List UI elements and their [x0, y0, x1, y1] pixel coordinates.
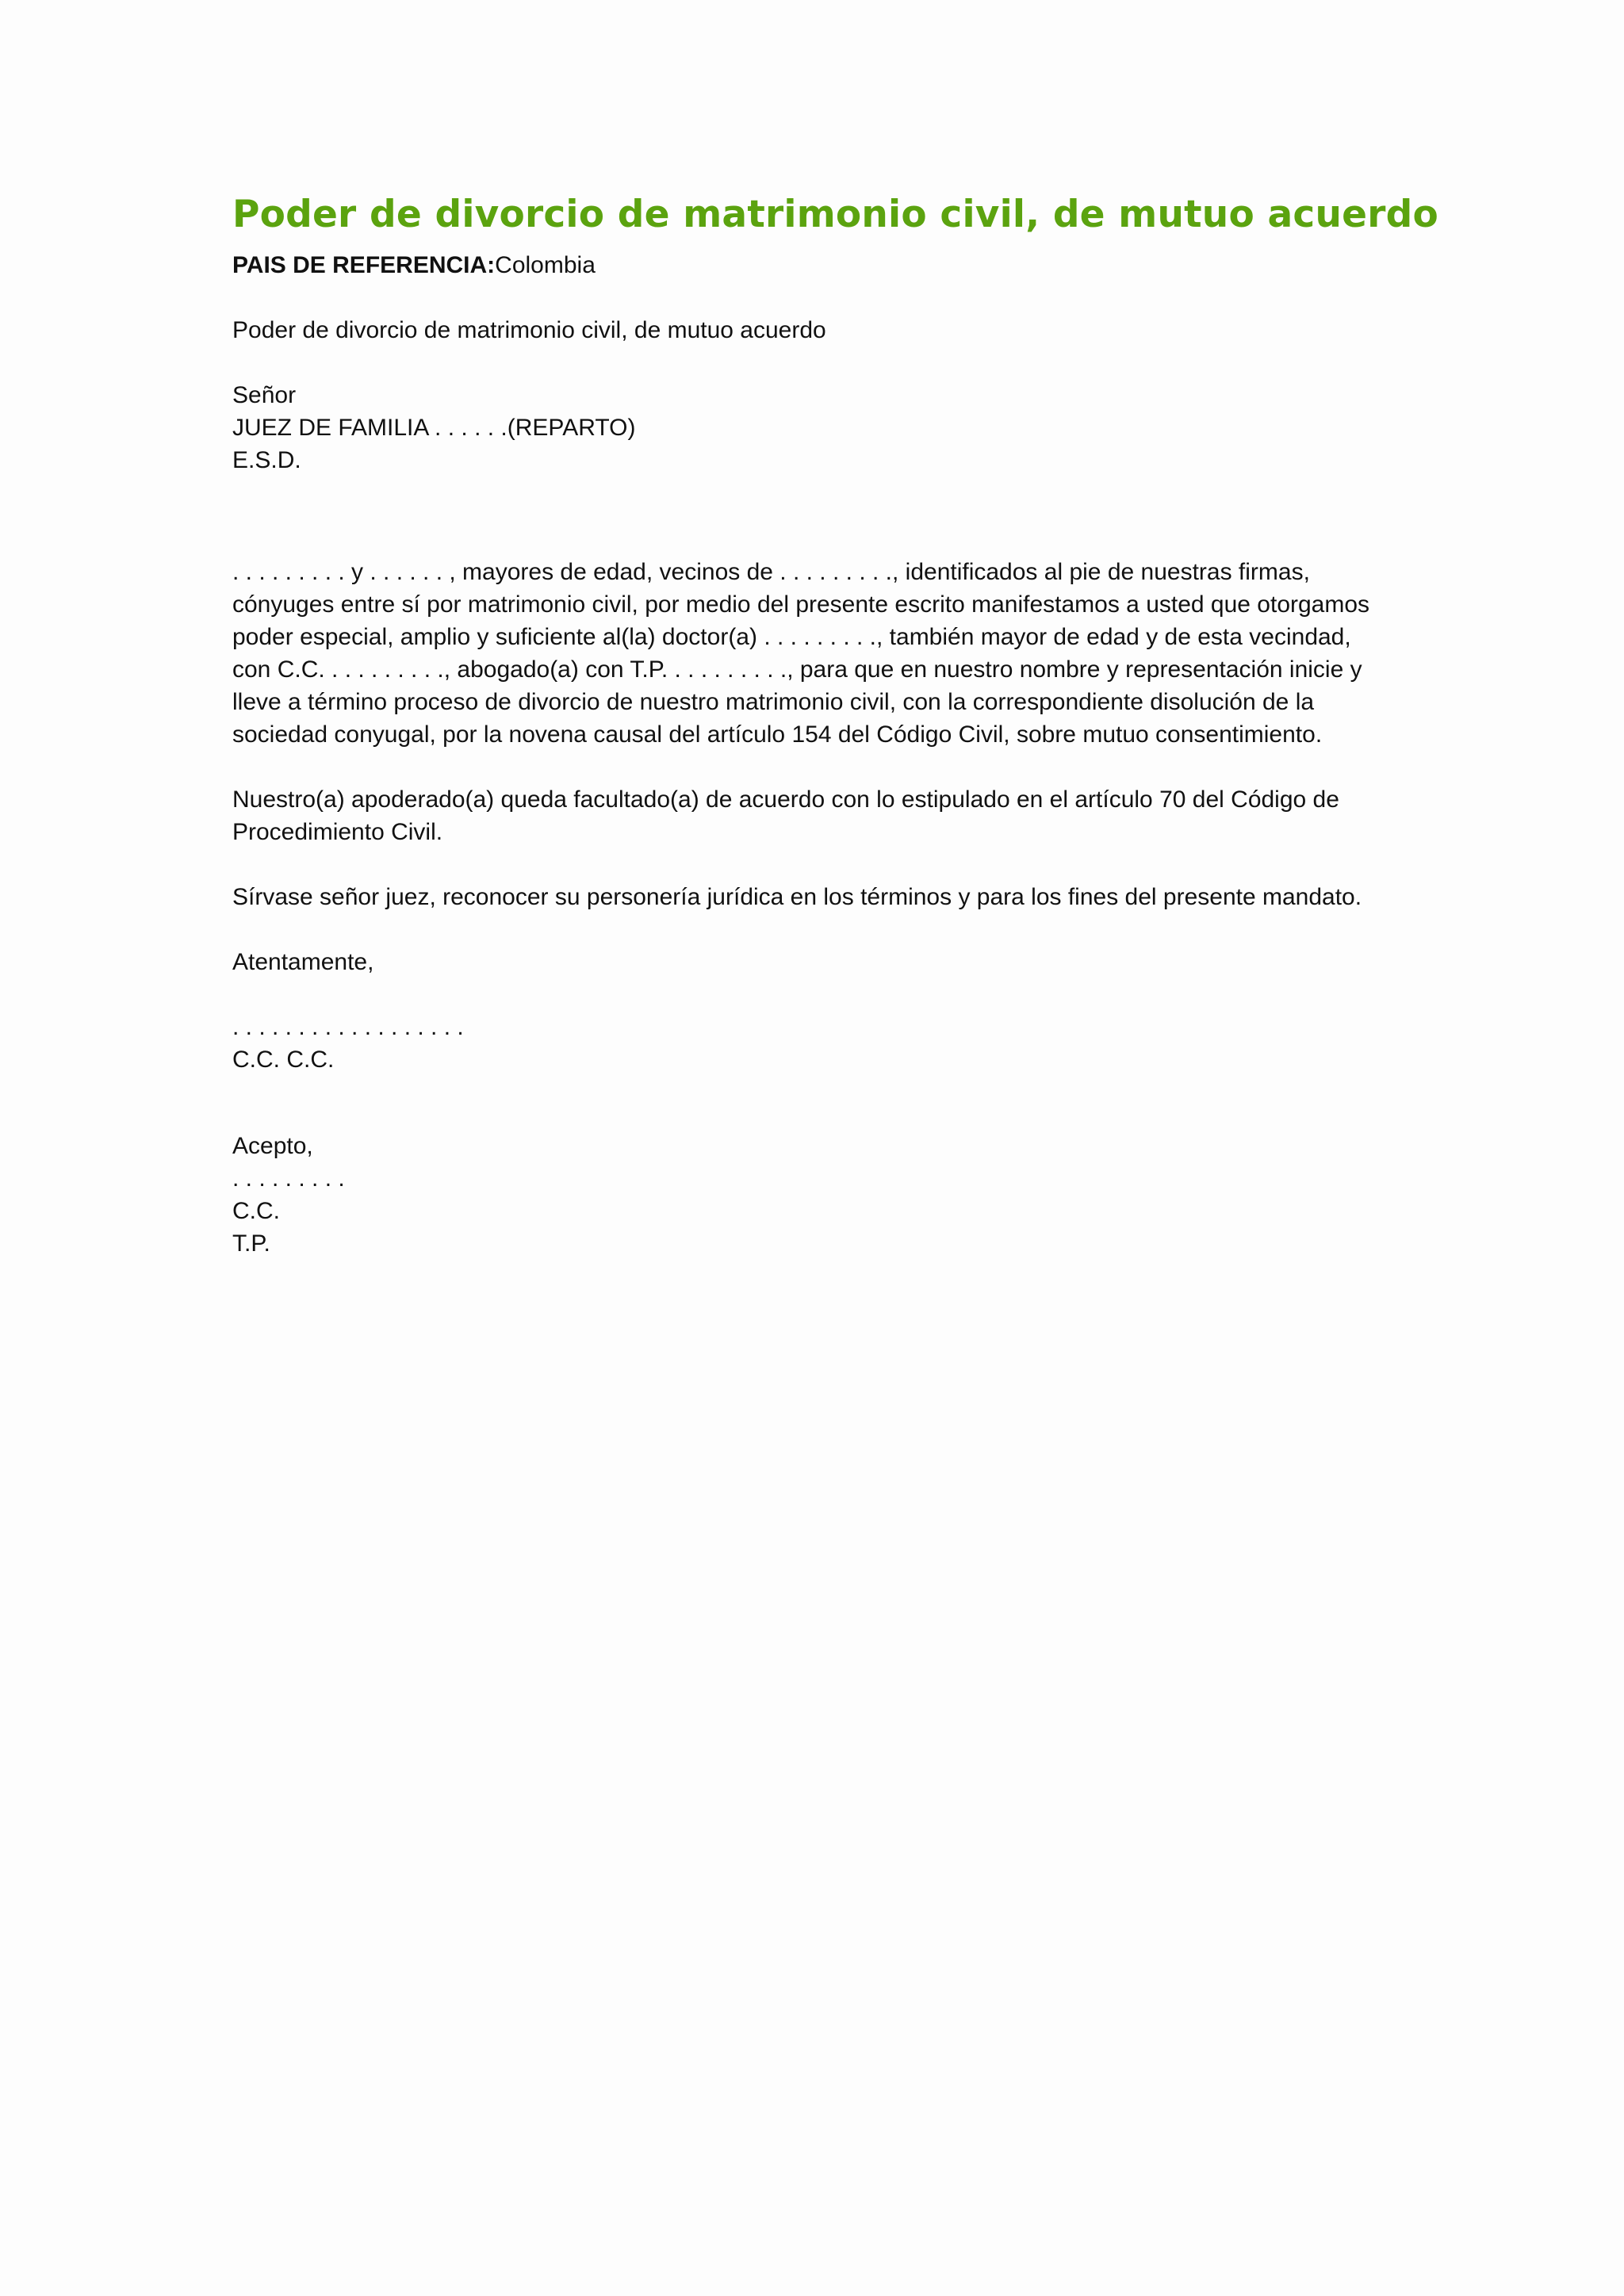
acceptance-tp: T.P.	[232, 1230, 270, 1257]
signature-ids: C.C. C.C.	[232, 1047, 335, 1073]
acceptance-signature-line: . . . . . . . . .	[232, 1165, 345, 1192]
body-paragraph-grant: . . . . . . . . . y . . . . . . , mayores de edad, vecinos de . . . . . . . . ., identificados al pie de nuestras firmas, cónyuges entre sí por matrimonio civil, por medio del presente escrito manifestamos a usted que otorgamos poder especial, amplio y suficiente al(la) doctor(a) . . . . . . . . ., también mayor de edad y de esta vecindad, con C.C. . . . . . . . . ., abogado(a) con T.P. . . . . . . . . ., para que en nuestro nombre y representación inicie y lleve a término proceso de divorcio de nuestro matrimonio civil, con la correspondiente disolución de la sociedad conyugal, por la novena causal del artículo 154 del Código Civil, sobre mutuo consentimiento.	[232, 559, 1370, 748]
addressee-block	[232, 379, 1390, 476]
signature-line: . . . . . . . . . . . . . . . . . .	[232, 1014, 464, 1040]
reference-country-value: Colombia	[495, 252, 596, 278]
signature-block	[232, 1011, 1390, 1076]
acceptance-block	[232, 1130, 1390, 1260]
addressee-judge: JUEZ DE FAMILIA . . . . . .(REPARTO)	[232, 415, 636, 441]
acceptance-label: Acepto,	[232, 1133, 313, 1159]
document-subtitle: Poder de divorcio de matrimonio civil, de mutuo acuerdo	[232, 317, 826, 343]
document-content	[232, 189, 1438, 1260]
closing: Atentamente,	[232, 949, 374, 975]
reference-country	[232, 249, 1390, 281]
reference-country-label: PAIS DE REFERENCIA:	[232, 252, 496, 278]
addressee-salutation: Señor	[232, 382, 297, 408]
addressee-esd: E.S.D.	[232, 447, 301, 473]
body-paragraph-powers: Nuestro(a) apoderado(a) queda facultado(a) de acuerdo con lo estipulado en el artículo 70 del Código de Procedimiento Civil.	[232, 786, 1339, 845]
document-title: Poder de divorcio de matrimonio civil, de mutuo acuerdo	[232, 193, 1438, 236]
acceptance-cc: C.C.	[232, 1198, 280, 1224]
body-paragraph-request: Sírvase señor juez, reconocer su personería jurídica en los términos y para los fines del presente mandato.	[232, 884, 1362, 910]
